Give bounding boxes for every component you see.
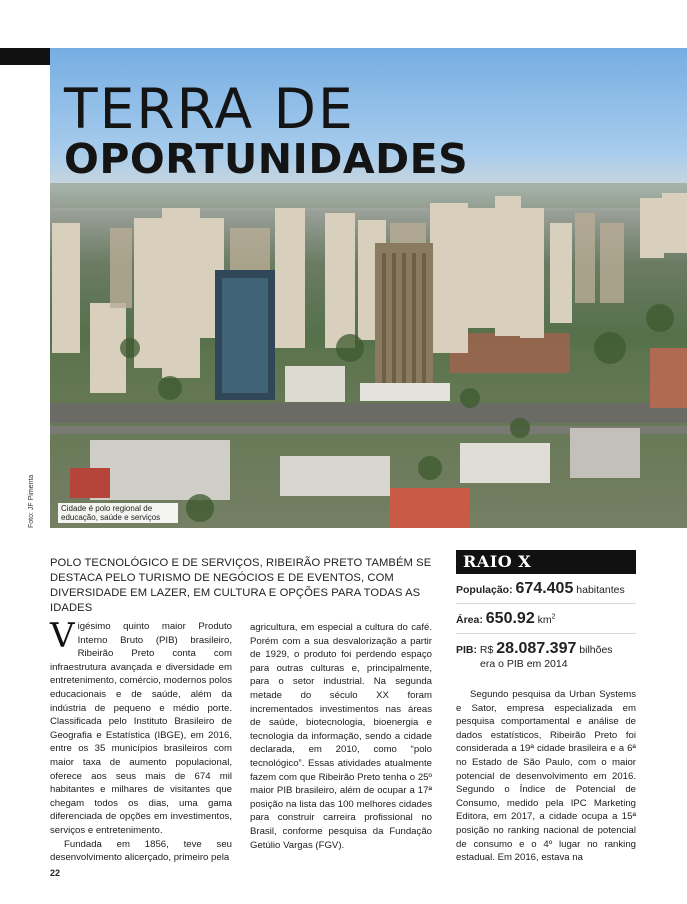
photo-caption: Cidade é polo regional de educação, saúde e serviços — [58, 503, 178, 523]
headline — [64, 77, 469, 183]
stat-value: 28.087.397 — [496, 640, 577, 657]
article-paragraph: agricultura, em especial a cultura do café. Porém com a sua desvalorização a partir de 1929, o produto foi perdendo espaço para outras culturas e, principalmente, para o setor industrial. Na segunda metade do século XX foram incrementados investimentos nas áreas de saúde, biotecnologia, bioenergia e tecnologia da informação, sendo a cidade declarada, em 2010, como “polo tecnológico”. Essas atividades atualmente fazem com que Ribeirão Preto tenha o 25º maior PIB brasileiro, além de ocupar a 17ª posição na lista das 100 melhores cidades para construir carreira profissional no Brasil, conforme pesquisa da Fundação Getúlio Vargas (FGV). — [250, 622, 432, 851]
article-paragraph: Segundo pesquisa da Urban Systems e Sator, empresa especializada em pesquisa comportamental e análise de dados estatísticos, Ribeirão Preto foi considerada a 19ª cidade brasileira e a 6ª no Estado de São Paulo, com o maior potencial de desenvolvimento em 2016. Segundo o Índice de Potencial de Consumo, medido pela IPC Marketing Editora, em 2017, a cidade ocupa a 15ª posição no ranking nacional de potencial de consumo e o 4º lugar no ranking estadual. Em 2016, estava na — [456, 689, 636, 864]
stat-value: 650.92 — [485, 610, 535, 627]
stat-area — [456, 604, 636, 634]
article-column-2 — [250, 621, 432, 852]
stat-pib — [456, 634, 636, 675]
lead-paragraph: POLO TECNOLÓGICO E DE SERVIÇOS, RIBEIRÃO PRETO TAMBÉM SE DESTACA PELO TURISMO DE NEGÓCIOS E DE EVENTOS, COM DIVERSIDADE EM LAZER, EM CULTURA E OPÇÕES PARA TODAS AS IDADES — [50, 557, 432, 614]
headline-line-1: TERRA DE — [64, 77, 355, 141]
photo-credit-text: Foto: JF Pimenta — [28, 474, 35, 528]
paragraph-text: igésimo quinto maior Produto Interno Bruto (PIB) brasileiro, Ribeirão Preto conta com infraestrutura avançada e diversidade em entretenimento, comércio, modernos polos educacionais e de saúde, além da indústria de pequeno e médio porte. Classificada pelo Instituto Brasileiro de Geografia e Estatística (IBGE), em 2016, entre os 35 municípios brasileiros com maior taxa de aumento populacional, oferece aos seus mais de 674 mil habitantes e milhares de visitantes que chegam todos os dias, uma gama diferenciada de opções em investimentos, serviços e entretenimento. — [50, 621, 232, 836]
raio-x-box — [456, 550, 636, 675]
stat-value: 674.405 — [515, 580, 574, 597]
article-column-1 — [50, 616, 232, 865]
article-column-3 — [456, 688, 636, 865]
stat-label: Área: — [456, 614, 483, 626]
stat-label: População: — [456, 584, 513, 596]
stat-currency: R$ — [479, 644, 494, 656]
stat-unit: km — [537, 614, 552, 626]
page-number: 22 — [50, 868, 61, 878]
drop-cap: V — [50, 616, 75, 656]
stat-population — [456, 574, 636, 604]
raio-x-title: RAIO X — [456, 550, 636, 574]
headline-line-2: OPORTUNIDADES — [64, 135, 469, 183]
stat-unit: habitantes — [576, 584, 625, 596]
stat-label: PIB: — [456, 644, 477, 656]
stat-unit: bilhões — [579, 644, 613, 656]
article-paragraph — [50, 616, 232, 838]
article-paragraph: Fundada em 1856, teve seu desenvolvimento alicerçado, primeiro pela — [50, 838, 232, 864]
photo-credit — [28, 474, 40, 530]
stat-note: era o PIB em 2014 — [480, 658, 568, 670]
stat-unit-sup: 2 — [551, 613, 556, 621]
